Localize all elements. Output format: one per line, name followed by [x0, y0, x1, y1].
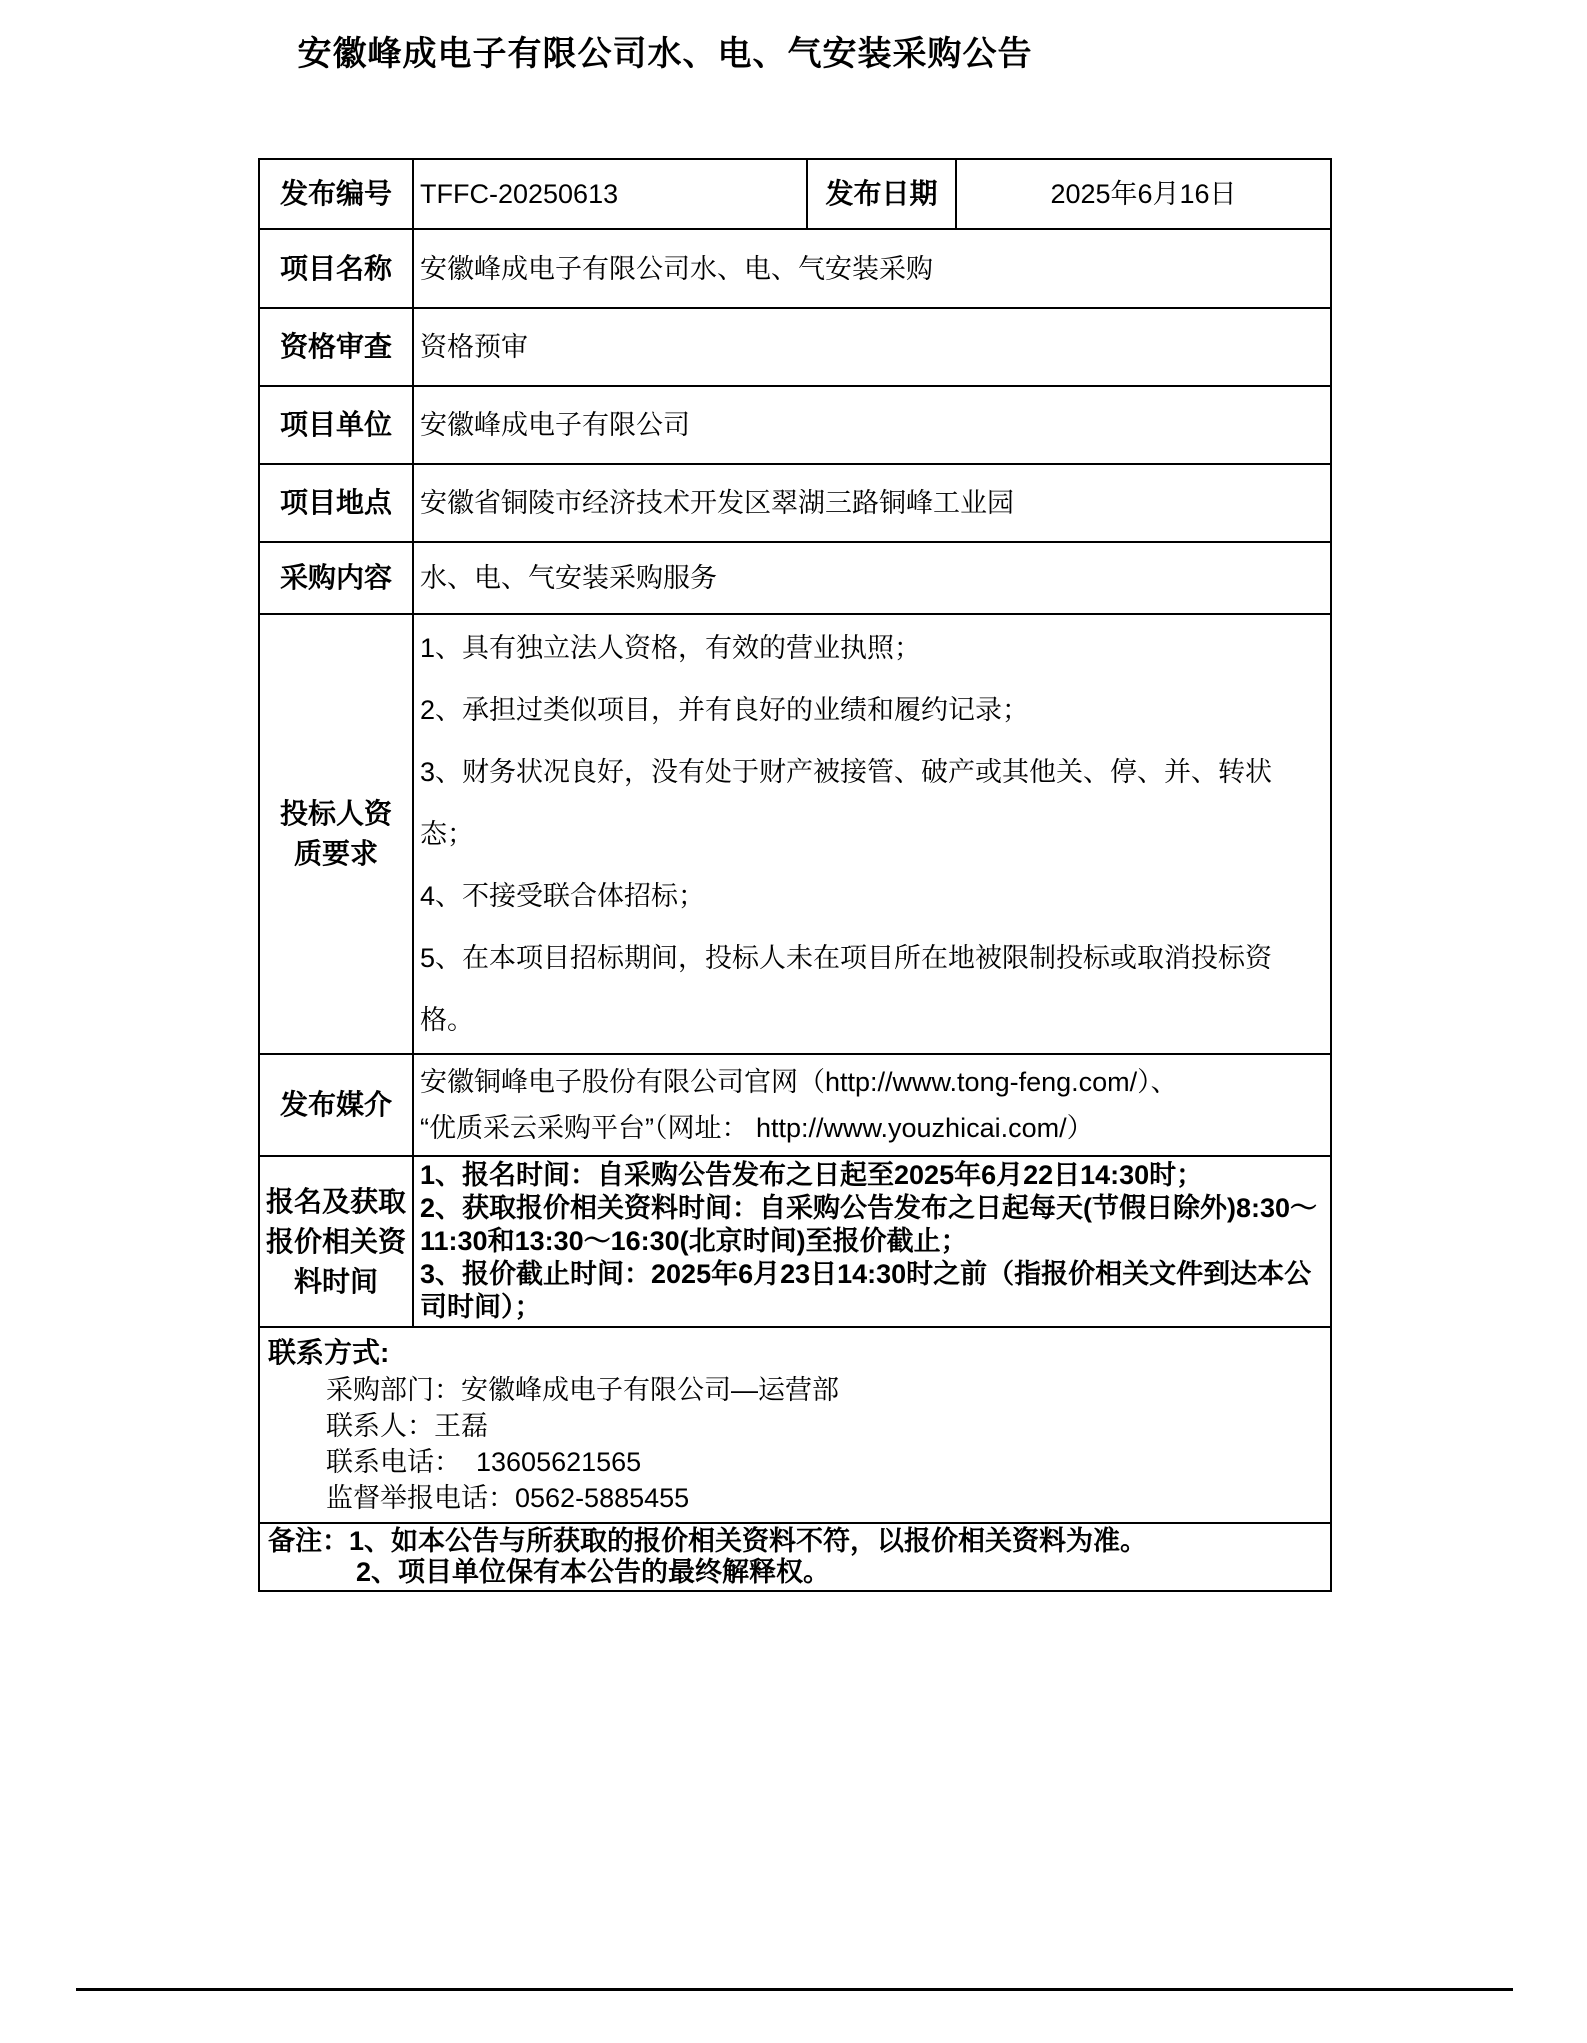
row-release-media: [259, 1054, 1331, 1156]
release-media-line: “优质采云采购平台”（网址： http://www.youzhicai.com/）: [420, 1113, 1094, 1143]
registration-item: 1、报名时间：自采购公告发布之日起至2025年6月22日14:30时；: [420, 1160, 1204, 1190]
row-qualification-review: [259, 308, 1331, 386]
registration-item: 2、获取报价相关资料时间：自采购公告发布之日起每天(节假日除外)8:30～11:30和13:30～16:30(北京时间)至报价截止；: [420, 1193, 1318, 1256]
remark-line-2: 2、项目单位保有本公告的最终解释权。: [356, 1557, 831, 1587]
qualification-review-value: 资格预审: [413, 308, 1331, 386]
bidder-qualification-item: 2、承担过类似项目，并有良好的业绩和履约记录；: [420, 695, 1030, 725]
contact-phone: 联系电话： 13605621565: [326, 1447, 642, 1477]
bidder-qualification-item: 4、不接受联合体招标；: [420, 881, 706, 911]
row-procurement-content: [259, 542, 1331, 614]
project-name-value: 安徽峰成电子有限公司水、电、气安装采购: [413, 229, 1331, 308]
bidder-qualification-label: [259, 614, 413, 1054]
row-contact: [259, 1327, 1331, 1523]
remark-cell: [259, 1523, 1331, 1591]
registration-time-label: [259, 1156, 413, 1327]
qualification-review-label: 资格审查: [259, 308, 413, 386]
row-release-number: [259, 159, 1331, 229]
registration-item: 3、报价截止时间：2025年6月23日14:30时之前（指报价相关文件到达本公司时间）；: [420, 1259, 1312, 1322]
row-project-name: [259, 229, 1331, 308]
project-location-label: 项目地点: [259, 464, 413, 542]
project-unit-value: 安徽峰成电子有限公司: [413, 386, 1331, 464]
release-number-value: TFFC-20250613: [413, 159, 807, 229]
row-project-unit: [259, 386, 1331, 464]
release-date-value: 2025年6月16日: [956, 159, 1331, 229]
release-media-label: 发布媒介: [259, 1054, 413, 1156]
project-name-label: 项目名称: [259, 229, 413, 308]
contact-supervision-phone: 监督举报电话：0562-5885455: [326, 1483, 690, 1513]
remark-line-1: 备注：1、如本公告与所获取的报价相关资料不符，以报价相关资料为准。: [268, 1526, 1148, 1556]
procurement-table: [258, 158, 1332, 1592]
bidder-qualification-item: 5、在本项目招标期间，投标人未在项目所在地被限制投标或取消投标资格。: [420, 943, 1273, 1035]
page-title: 安徽峰成电子有限公司水、电、气安装采购公告: [297, 35, 1033, 73]
registration-time-value: [413, 1156, 1331, 1327]
row-registration-time: [259, 1156, 1331, 1327]
release-date-label: 发布日期: [807, 159, 956, 229]
bidder-qualification-value: [413, 614, 1331, 1054]
procurement-content-label: 采购内容: [259, 542, 413, 614]
project-location-value: 安徽省铜陵市经济技术开发区翠湖三路铜峰工业园: [413, 464, 1331, 542]
contact-person: 联系人：王磊: [326, 1411, 488, 1441]
bidder-qualification-item: 3、财务状况良好，没有处于财产被接管、破产或其他关、停、并、转状态；: [420, 757, 1273, 849]
contact-cell: [259, 1327, 1331, 1523]
procurement-content-value: 水、电、气安装采购服务: [413, 542, 1331, 614]
release-media-line: 安徽铜峰电子股份有限公司官网（http://www.tong-feng.com/）、: [420, 1067, 1178, 1097]
bidder-qualification-label-line1: 投标人资: [279, 798, 392, 829]
registration-time-label-line1: 报名及获取: [265, 1185, 406, 1217]
contact-heading: 联系方式:: [268, 1337, 390, 1368]
row-project-location: [259, 464, 1331, 542]
project-unit-label: 项目单位: [259, 386, 413, 464]
registration-time-label-line3: 料时间: [293, 1265, 378, 1297]
row-remark: [259, 1523, 1331, 1591]
release-number-label: 发布编号: [259, 159, 413, 229]
contact-department: 采购部门：安徽峰成电子有限公司—运营部: [326, 1375, 839, 1405]
row-bidder-qualification: [259, 614, 1331, 1054]
release-media-value: [413, 1054, 1331, 1156]
registration-time-label-line2: 报价相关资: [265, 1225, 406, 1257]
bidder-qualification-label-line2: 质要求: [293, 838, 378, 869]
footer-rule: [76, 1988, 1513, 1991]
bidder-qualification-item: 1、具有独立法人资格，有效的营业执照；: [420, 633, 922, 663]
